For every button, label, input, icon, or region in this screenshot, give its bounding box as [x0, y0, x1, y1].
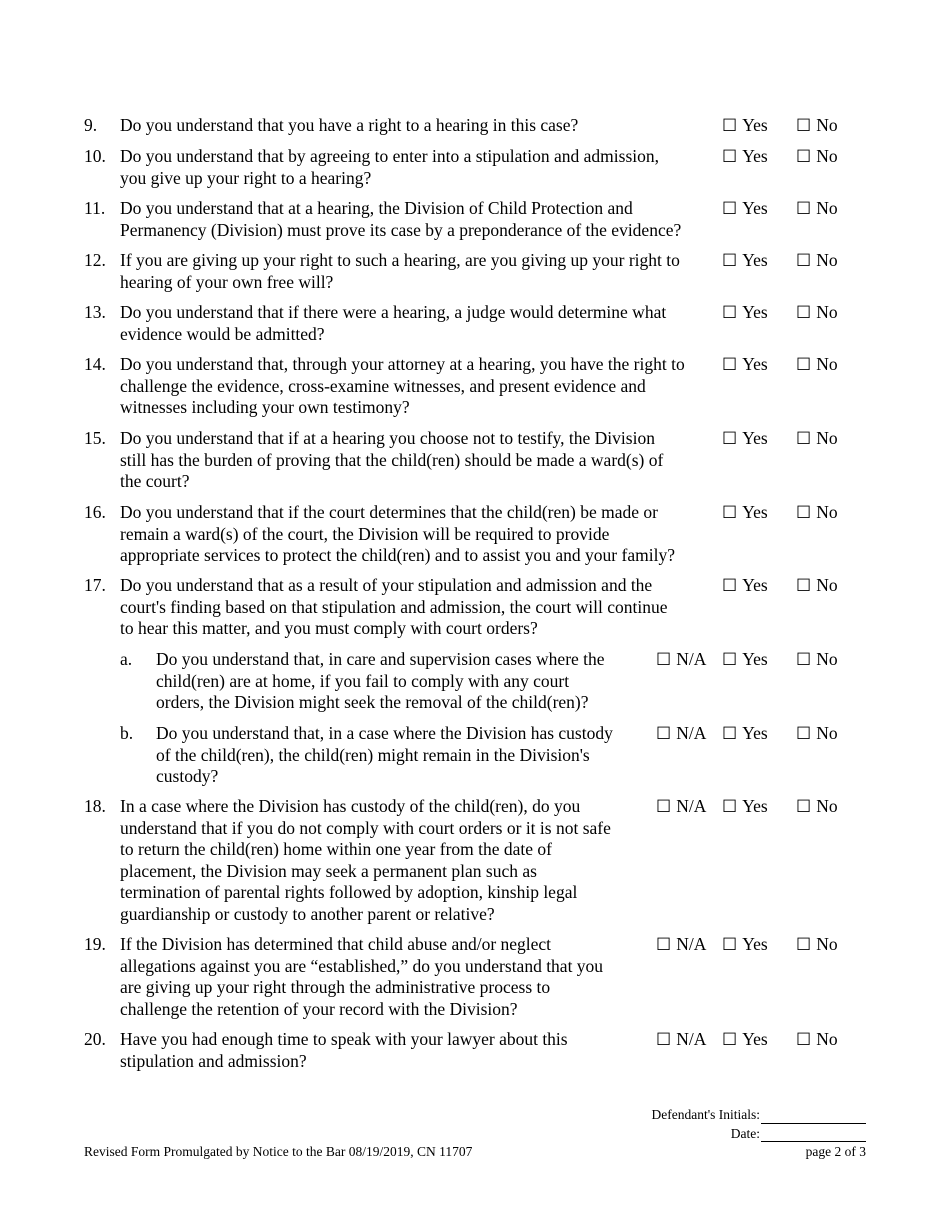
checkbox-icon[interactable]: ☐: [796, 116, 812, 136]
question-text-line: Permanency (Division) must prove its case by a preponderance of the evidence?: [120, 219, 682, 240]
checkbox-icon[interactable]: ☐: [722, 251, 738, 271]
option-label: No: [816, 649, 838, 669]
option-label: Yes: [742, 115, 768, 135]
question-text: [120, 115, 578, 137]
question-text: [120, 250, 680, 293]
question-text-line: placement, the Division may seek a permanent plan such as: [120, 860, 537, 881]
option-label: N/A: [676, 796, 707, 816]
question-text-line: In a case where the Division has custody of the child(ren), do you: [120, 796, 581, 816]
question-number: 18.: [84, 796, 106, 816]
question-number: 17.: [84, 575, 106, 595]
question-text-line: the court?: [120, 471, 190, 491]
yes-option[interactable]: [722, 115, 768, 138]
checkbox-icon[interactable]: ☐: [796, 199, 812, 219]
checkbox-icon[interactable]: ☐: [656, 797, 672, 817]
question-number: 19.: [84, 934, 106, 954]
question-text-line: Do you understand that, in a case where the Division has custody: [156, 723, 613, 743]
question-text: [120, 1029, 568, 1072]
no-option[interactable]: [796, 649, 838, 672]
revised-notice: Revised Form Promulgated by Notice to the Bar 08/19/2019, CN 11707: [84, 1144, 473, 1159]
question-text: [120, 796, 611, 925]
no-option[interactable]: [796, 354, 838, 377]
question-text-line: If you are giving up your right to such a hearing, are you giving up your right to: [120, 250, 680, 270]
question-text-line: court's finding based on that stipulation and admission, the court will continue: [120, 596, 668, 617]
option-label: No: [816, 723, 838, 743]
question-number: 12.: [84, 250, 106, 270]
yes-option[interactable]: [722, 198, 768, 221]
no-option[interactable]: [796, 198, 838, 221]
question-text-line: to hear this matter, and you must comply with court orders?: [120, 618, 538, 638]
checkbox-icon[interactable]: ☐: [722, 797, 738, 817]
option-label: Yes: [742, 649, 768, 669]
question-number: b.: [120, 723, 134, 743]
checkbox-icon[interactable]: ☐: [796, 724, 812, 744]
yes-option[interactable]: [722, 354, 768, 377]
checkbox-icon[interactable]: ☐: [722, 724, 738, 744]
option-label: No: [816, 115, 838, 135]
no-option[interactable]: [796, 934, 838, 957]
no-option[interactable]: [796, 502, 838, 525]
yes-option[interactable]: [722, 1029, 768, 1052]
option-label: No: [816, 796, 838, 816]
option-label: Yes: [742, 796, 768, 816]
checkbox-icon[interactable]: ☐: [722, 147, 738, 167]
question-text: [120, 302, 666, 345]
yes-option[interactable]: [722, 723, 768, 746]
checkbox-icon[interactable]: ☐: [796, 355, 812, 375]
checkbox-icon[interactable]: ☐: [796, 935, 812, 955]
no-option[interactable]: [796, 575, 838, 598]
question-text-line: to return the child(ren) home within one year from the date of: [120, 839, 552, 859]
question-number: 9.: [84, 115, 98, 135]
question-text-line: hearing of your own free will?: [120, 271, 334, 292]
yes-option[interactable]: [722, 250, 768, 273]
question-text: [120, 575, 668, 640]
question-text-line: guardianship or custody to another parent or relative?: [120, 903, 495, 924]
checkbox-icon[interactable]: ☐: [796, 251, 812, 271]
question-text-line: child(ren) are at home, if you fail to comply with any court: [156, 670, 570, 691]
question-number: a.: [120, 649, 133, 669]
na-option[interactable]: [656, 1029, 706, 1052]
checkbox-icon[interactable]: ☐: [796, 147, 812, 167]
option-label: No: [816, 502, 838, 522]
no-option[interactable]: [796, 1029, 838, 1052]
checkbox-icon[interactable]: ☐: [656, 1030, 672, 1050]
no-option[interactable]: [796, 115, 838, 138]
checkbox-icon[interactable]: ☐: [722, 576, 738, 596]
option-label: No: [816, 354, 838, 374]
checkbox-icon[interactable]: ☐: [722, 503, 738, 523]
option-label: Yes: [742, 302, 768, 322]
question-text-line: Do you understand that by agreeing to enter into a stipulation and admission,: [120, 146, 659, 166]
question-text-line: challenge the retention of your record with the Division?: [120, 998, 518, 1019]
option-label: N/A: [676, 1029, 707, 1049]
option-label: Yes: [742, 934, 768, 954]
yes-option[interactable]: [722, 146, 768, 169]
no-option[interactable]: [796, 723, 838, 746]
question-text-line: challenge the evidence, cross-examine witnesses, and present evidence and: [120, 375, 646, 396]
question-number: 10.: [84, 146, 106, 166]
option-label: N/A: [676, 723, 707, 743]
question-text-line: Do you understand that if the court determines that the child(ren) be made or: [120, 502, 658, 522]
option-label: Yes: [742, 198, 768, 218]
no-option[interactable]: [796, 428, 838, 451]
question-text-line: evidence would be admitted?: [120, 323, 325, 344]
checkbox-icon[interactable]: ☐: [722, 935, 738, 955]
checkbox-icon[interactable]: ☐: [722, 116, 738, 136]
yes-option[interactable]: [722, 649, 768, 672]
initials-label: Defendant's Initials:: [651, 1107, 760, 1122]
na-option[interactable]: [656, 723, 706, 746]
checkbox-icon[interactable]: ☐: [796, 650, 812, 670]
question-text-line: Do you understand that, through your attorney at a hearing, you have the right to: [120, 354, 685, 374]
checkbox-icon[interactable]: ☐: [796, 429, 812, 449]
question-number: 13.: [84, 302, 106, 322]
question-text: [120, 354, 685, 419]
question-text: [120, 428, 663, 493]
question-text: [120, 502, 675, 567]
yes-option[interactable]: [722, 934, 768, 957]
checkbox-icon[interactable]: ☐: [796, 303, 812, 323]
option-label: No: [816, 302, 838, 322]
question-number: 20.: [84, 1029, 106, 1049]
no-option[interactable]: [796, 302, 838, 325]
option-label: Yes: [742, 354, 768, 374]
yes-option[interactable]: [722, 502, 768, 525]
date-line[interactable]: [761, 1141, 866, 1142]
question-text-line: Do you understand that as a result of your stipulation and admission and the: [120, 575, 653, 595]
option-label: Yes: [742, 502, 768, 522]
checkbox-icon[interactable]: ☐: [656, 935, 672, 955]
question-text-line: custody?: [156, 766, 219, 786]
question-text-line: of the child(ren), the child(ren) might remain in the Division's: [156, 744, 590, 765]
question-text-line: Do you understand that you have a right to a hearing in this case?: [120, 115, 579, 135]
checkbox-icon[interactable]: ☐: [796, 1030, 812, 1050]
initials-line[interactable]: [761, 1123, 866, 1124]
question-text-line: you give up your right to a hearing?: [120, 167, 372, 188]
question-number: 15.: [84, 428, 106, 448]
question-text-line: Do you understand that if there were a hearing, a judge would determine what: [120, 302, 667, 322]
option-label: Yes: [742, 250, 768, 270]
checkbox-icon[interactable]: ☐: [796, 576, 812, 596]
question-text-line: orders, the Division might seek the removal of the child(ren)?: [156, 692, 589, 712]
na-option[interactable]: [656, 649, 706, 672]
question-number: 14.: [84, 354, 106, 374]
question-text-line: witnesses including your own testimony?: [120, 397, 410, 417]
question-text-line: appropriate services to protect the child(ren) and to assist you and your family?: [120, 545, 675, 565]
option-label: Yes: [742, 723, 768, 743]
page-number: page 2 of 3: [805, 1144, 866, 1159]
question-number: 16.: [84, 502, 106, 522]
question-text-line: Do you understand that at a hearing, the Division of Child Protection and: [120, 198, 633, 218]
question-text: [120, 198, 681, 241]
no-option[interactable]: [796, 796, 838, 819]
yes-option[interactable]: [722, 428, 768, 451]
option-label: N/A: [676, 934, 707, 954]
option-label: Yes: [742, 146, 768, 166]
question-text: [156, 649, 605, 714]
question-text: [120, 934, 603, 1020]
option-label: No: [816, 146, 838, 166]
question-text: [120, 146, 659, 189]
option-label: Yes: [742, 575, 768, 595]
question-text-line: allegations against you are “established,” do you understand that you: [120, 955, 604, 976]
question-text-line: Do you understand that if at a hearing you choose not to testify, the Division: [120, 428, 655, 448]
question-text-line: Have you had enough time to speak with your lawyer about this: [120, 1029, 568, 1049]
question-text-line: are giving up your right through the administrative process to: [120, 977, 551, 997]
question-text-line: If the Division has determined that child abuse and/or neglect: [120, 934, 552, 954]
na-option[interactable]: [656, 796, 706, 819]
option-label: Yes: [742, 1029, 768, 1049]
checkbox-icon[interactable]: ☐: [796, 797, 812, 817]
na-option[interactable]: [656, 934, 706, 957]
option-label: No: [816, 250, 838, 270]
checkbox-icon[interactable]: ☐: [722, 1030, 738, 1050]
option-label: No: [816, 198, 838, 218]
date-label: Date:: [730, 1126, 760, 1141]
checkbox-icon[interactable]: ☐: [722, 429, 738, 449]
checkbox-icon[interactable]: ☐: [656, 724, 672, 744]
option-label: No: [816, 934, 838, 954]
no-option[interactable]: [796, 250, 838, 273]
question-number: 11.: [84, 198, 106, 218]
yes-option[interactable]: [722, 302, 768, 325]
checkbox-icon[interactable]: ☐: [722, 355, 738, 375]
checkbox-icon[interactable]: ☐: [722, 199, 738, 219]
checkbox-icon[interactable]: ☐: [722, 303, 738, 323]
checkbox-icon[interactable]: ☐: [722, 650, 738, 670]
option-label: No: [816, 428, 838, 448]
question-text-line: termination of parental rights followed by adoption, kinship legal: [120, 882, 578, 902]
yes-option[interactable]: [722, 575, 768, 598]
checkbox-icon[interactable]: ☐: [656, 650, 672, 670]
option-label: No: [816, 1029, 838, 1049]
checkbox-icon[interactable]: ☐: [796, 503, 812, 523]
option-label: No: [816, 575, 838, 595]
yes-option[interactable]: [722, 796, 768, 819]
option-label: N/A: [676, 649, 707, 669]
question-text-line: understand that if you do not comply with court orders or it is not safe: [120, 817, 611, 838]
question-text-line: remain a ward(s) of the court, the Division will be required to provide: [120, 523, 610, 544]
question-text-line: stipulation and admission?: [120, 1050, 307, 1071]
question-text: [156, 723, 613, 788]
question-text-line: Do you understand that, in care and supervision cases where the: [156, 649, 605, 669]
question-text-line: still has the burden of proving that the child(ren) should be made a ward(s) of: [120, 449, 664, 470]
option-label: Yes: [742, 428, 768, 448]
no-option[interactable]: [796, 146, 838, 169]
